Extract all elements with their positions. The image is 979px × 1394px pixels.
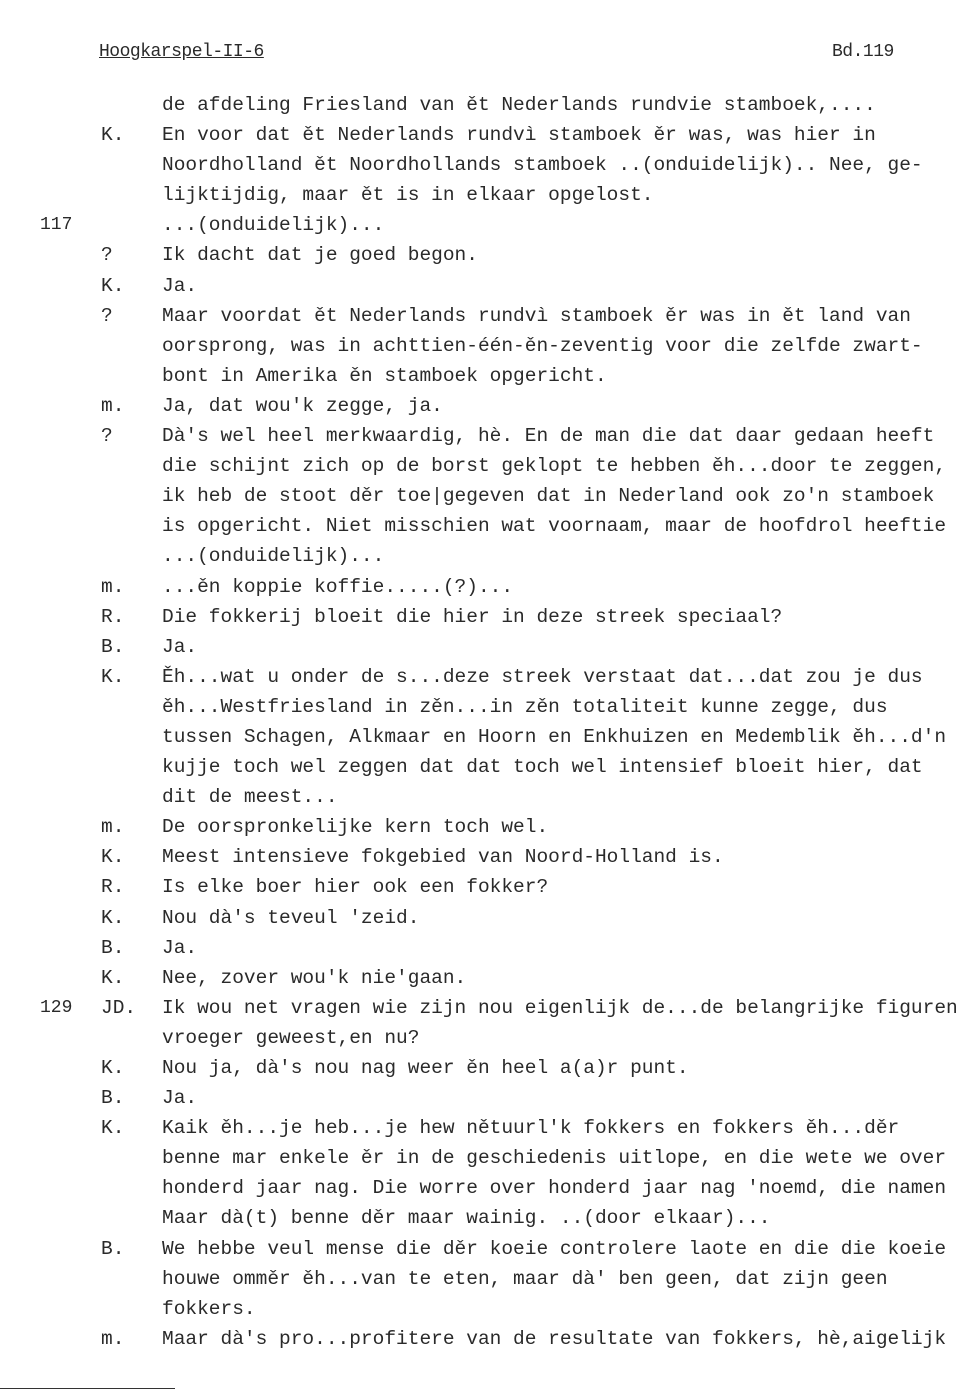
transcript-line — [0, 722, 979, 752]
transcript-line — [0, 872, 979, 902]
margin-number: 117 — [40, 215, 73, 236]
line-text: Nou dà's teveul 'zeid. — [162, 906, 420, 929]
transcript-line — [0, 602, 979, 632]
transcript-line — [0, 391, 979, 421]
line-text: ...(onduidelijk)... — [162, 214, 385, 237]
margin-number: 129 — [40, 997, 73, 1018]
transcript-line — [0, 903, 979, 933]
transcript-line — [0, 240, 979, 270]
line-text: honderd jaar nag. Die worre over honderd jaar nag 'noemd, die namen — [162, 1177, 947, 1200]
line-text: houwe omměr ěh...van te eten, maar dà' ben geen, dat zijn geen — [162, 1267, 888, 1290]
transcript-line — [0, 812, 979, 842]
transcript-line — [0, 120, 979, 150]
line-text: Ja. — [162, 274, 198, 297]
line-text: ěh...Westfriesland in zěn...in zěn totaliteit kunne zegge, dus — [162, 695, 888, 718]
speaker-label: m. — [101, 575, 125, 598]
line-text: benne mar enkele ěr in de geschiedenis uitlope, en die wete we over — [162, 1147, 947, 1170]
speaker-label: ? — [101, 304, 113, 327]
transcript-line — [0, 782, 979, 812]
transcript-line — [0, 1083, 979, 1113]
transcript-line — [0, 692, 979, 722]
transcript-body — [0, 90, 979, 1354]
line-text: lijktijdig, maar ět is in elkaar opgelost. — [162, 184, 654, 207]
line-text: ...ěn koppie koffie.....(?)... — [162, 575, 514, 598]
page-number: Bd.119 — [832, 42, 894, 62]
speaker-label: R. — [101, 876, 125, 899]
speaker-label: m. — [101, 1327, 125, 1350]
line-text: fokkers. — [162, 1297, 256, 1320]
transcript-line — [0, 752, 979, 782]
line-text: is opgericht. Niet misschien wat voornaam, maar de hoofdrol heeftie — [162, 515, 947, 538]
line-text: En voor dat ět Nederlands rundvì stamboek ěr was, was hier in — [162, 124, 876, 147]
line-text: de afdeling Friesland van ět Nederlands rundvie stamboek,.... — [162, 94, 876, 116]
line-text: bont in Amerika ěn stamboek opgericht. — [162, 364, 607, 387]
transcript-line — [0, 361, 979, 391]
transcript-line — [0, 1113, 979, 1143]
line-text: tussen Schagen, Alkmaar en Hoorn en Enkhuizen en Medemblik ěh...d'n — [162, 725, 947, 748]
transcript-line — [0, 933, 979, 963]
transcript-line — [0, 1203, 979, 1233]
transcript-line — [0, 511, 979, 541]
line-text: oorsprong, was in achttien-één-ěn-zeventig voor die zelfde zwart- — [162, 334, 923, 357]
line-text: Maar dà(t) benne děr maar wainig. ..(door elkaar)... — [162, 1207, 771, 1230]
transcript-line — [0, 1143, 979, 1173]
line-text: Maar dà's pro...profitere van de resultate van fokkers, hè,aigelijk — [162, 1327, 947, 1350]
transcript-line — [0, 572, 979, 602]
line-text: Ja. — [162, 1087, 198, 1110]
speaker-label: R. — [101, 605, 125, 628]
speaker-label: ? — [101, 244, 113, 267]
transcript-line — [0, 150, 979, 180]
transcript-line — [0, 1234, 979, 1264]
speaker-label: K. — [101, 124, 125, 147]
transcript-line — [0, 271, 979, 301]
transcript-line — [0, 180, 979, 210]
speaker-label: K. — [101, 966, 125, 989]
footnote-divider — [0, 1388, 175, 1389]
line-text: Die fokkerij bloeit die hier in deze streek speciaal? — [162, 605, 783, 628]
speaker-label: m. — [101, 394, 125, 417]
speaker-label: JD. — [101, 996, 137, 1019]
transcript-line — [0, 1023, 979, 1053]
line-text: Noordholland ět Noordhollands stamboek ..(onduidelijk).. Nee, ge- — [162, 154, 923, 177]
line-text: Is elke boer hier ook een fokker? — [162, 876, 549, 899]
line-text: Kaik ěh...je heb...je hew nětuurl'k fokkers en fokkers ěh...děr — [162, 1117, 900, 1140]
line-text: Ik dacht dat je goed begon. — [162, 244, 478, 267]
line-text: Maar voordat ět Nederlands rundvì stamboek ěr was in ět land van — [162, 304, 911, 327]
transcript-line — [0, 632, 979, 662]
transcript-line — [0, 1324, 979, 1354]
speaker-label: B. — [101, 1087, 125, 1110]
transcript-line — [0, 421, 979, 451]
line-text: dit de meest... — [162, 786, 338, 809]
line-text: Dà's wel heel merkwaardig, hè. En de man die dat daar gedaan heeft — [162, 425, 935, 448]
line-text: Ja. — [162, 936, 198, 959]
speaker-label: K. — [101, 906, 125, 929]
transcript-line — [0, 331, 979, 361]
line-text: De oorspronkelijke kern toch wel. — [162, 816, 549, 839]
transcript-line — [0, 301, 979, 331]
line-text: Nou ja, dà's nou nag weer ěn heel a(a)r punt. — [162, 1057, 689, 1079]
transcript-line — [0, 481, 979, 511]
line-text: die schijnt zich op de borst geklopt te hebben ěh...door te zeggen, — [162, 455, 947, 478]
transcript-line — [0, 1173, 979, 1203]
line-text: Ja, dat wou'k zegge, ja. — [162, 394, 443, 417]
speaker-label: m. — [101, 816, 125, 839]
speaker-label: B. — [101, 1237, 125, 1260]
line-text: kujje toch wel zeggen dat dat toch wel intensief bloeit hier, dat — [162, 756, 923, 779]
transcript-line — [0, 662, 979, 692]
transcript-line — [0, 1053, 979, 1083]
speaker-label: K. — [101, 1117, 125, 1140]
speaker-label: B. — [101, 635, 125, 658]
transcript-line — [0, 1294, 979, 1324]
speaker-label: K. — [101, 665, 125, 688]
speaker-label: K. — [101, 846, 125, 869]
speaker-label: K. — [101, 274, 125, 297]
transcript-line — [0, 1264, 979, 1294]
line-text: Nee, zover wou'k nie'gaan. — [162, 966, 467, 989]
transcript-line — [0, 90, 979, 120]
line-text: Meest intensieve fokgebied van Noord-Holland is. — [162, 846, 724, 869]
line-text: ...(onduidelijk)... — [162, 545, 385, 568]
transcript-line — [0, 451, 979, 481]
speaker-label: ? — [101, 425, 113, 448]
speaker-label: B. — [101, 936, 125, 959]
transcript-line — [0, 842, 979, 872]
line-text: Ěh...wat u onder de s...deze streek verstaat dat...dat zou je dus — [162, 665, 923, 688]
document-title: Hoogkarspel-II-6 — [99, 42, 264, 62]
transcript-line — [0, 541, 979, 571]
line-text: Ja. — [162, 635, 198, 658]
transcript-line — [0, 210, 979, 240]
line-text: Ik wou net vragen wie zijn nou eigenlijk de...de belangrijke figuren — [162, 996, 958, 1019]
transcript-line — [0, 963, 979, 993]
line-text: We hebbe veul mense die děr koeie controlere laote en die die koeie — [162, 1237, 947, 1260]
speaker-label: K. — [101, 1057, 125, 1079]
line-text: ik heb de stoot děr toe|gegeven dat in Nederland ook zo'n stamboek — [162, 485, 935, 508]
transcript-line — [0, 993, 979, 1023]
line-text: vroeger geweest,en nu? — [162, 1026, 420, 1049]
